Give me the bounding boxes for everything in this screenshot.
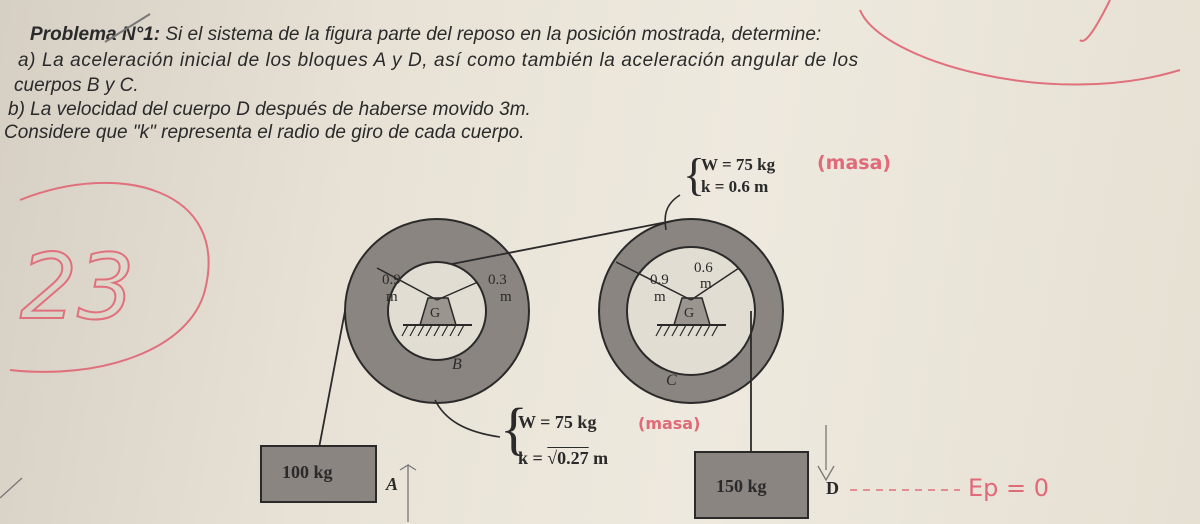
pulley-c-weight: W = 75 kg — [701, 155, 776, 174]
part-a-line-2: cuerpos B y C. — [14, 75, 139, 96]
block-a-label: A — [386, 474, 399, 494]
block-d-label: D — [826, 478, 839, 498]
pulley-b-hand-note: (masa) — [638, 414, 701, 433]
pulley-b-center: G — [430, 306, 441, 321]
pen-strike-mark — [105, 14, 150, 42]
block-d-mass: 150 kg — [716, 476, 767, 496]
pulley-b-gyration-label: k = — [518, 448, 543, 468]
pulley-c-center: G — [684, 306, 695, 321]
problem-intro: Si el sistema de la figura parte del reposo en la posición mostrada, determine: — [165, 24, 822, 45]
pulley-c-label: C — [666, 372, 677, 389]
datum-note: Ep = 0 — [968, 474, 1050, 502]
pulley-b-gyration-value: √0.27 — [547, 448, 589, 468]
part-b-line: b) La velocidad del cuerpo D después de haberse movido 3m. — [8, 99, 531, 120]
pulley-b-gyration-unit: m — [593, 448, 609, 468]
block-a-mass: 100 kg — [282, 462, 333, 482]
pulley-c-inner-unit: m — [700, 276, 712, 292]
pulley-b-outer-radius: 0.9 — [382, 272, 401, 288]
pulley-c-inner-radius: 0.6 — [694, 260, 713, 276]
pulley-c-outer-radius: 0.9 — [650, 272, 669, 288]
pulley-b-outer-unit: m — [386, 289, 398, 305]
pulley-b-inner-radius: 0.3 — [488, 272, 507, 288]
pulley-b-label: B — [452, 356, 462, 373]
pulley-b-inner-unit: m — [500, 289, 512, 305]
grade-circle-mark — [10, 0, 1180, 372]
pulley-b-weight: W = 75 kg — [518, 412, 597, 432]
pulley-c-hand-note: (masa) — [817, 152, 892, 174]
note-line: Considere que "k" representa el radio de giro de cada cuerpo. — [4, 122, 525, 143]
grade-mark: 23 — [20, 235, 135, 340]
part-a-line-1: a) La aceleración inicial de los bloques A y D, así como también la aceleración angular de los — [18, 50, 859, 71]
pulley-c-gyration: k = 0.6 m — [701, 177, 769, 196]
pulley-c-outer-unit: m — [654, 289, 666, 305]
problem-heading: Problema N°1: — [30, 24, 161, 45]
